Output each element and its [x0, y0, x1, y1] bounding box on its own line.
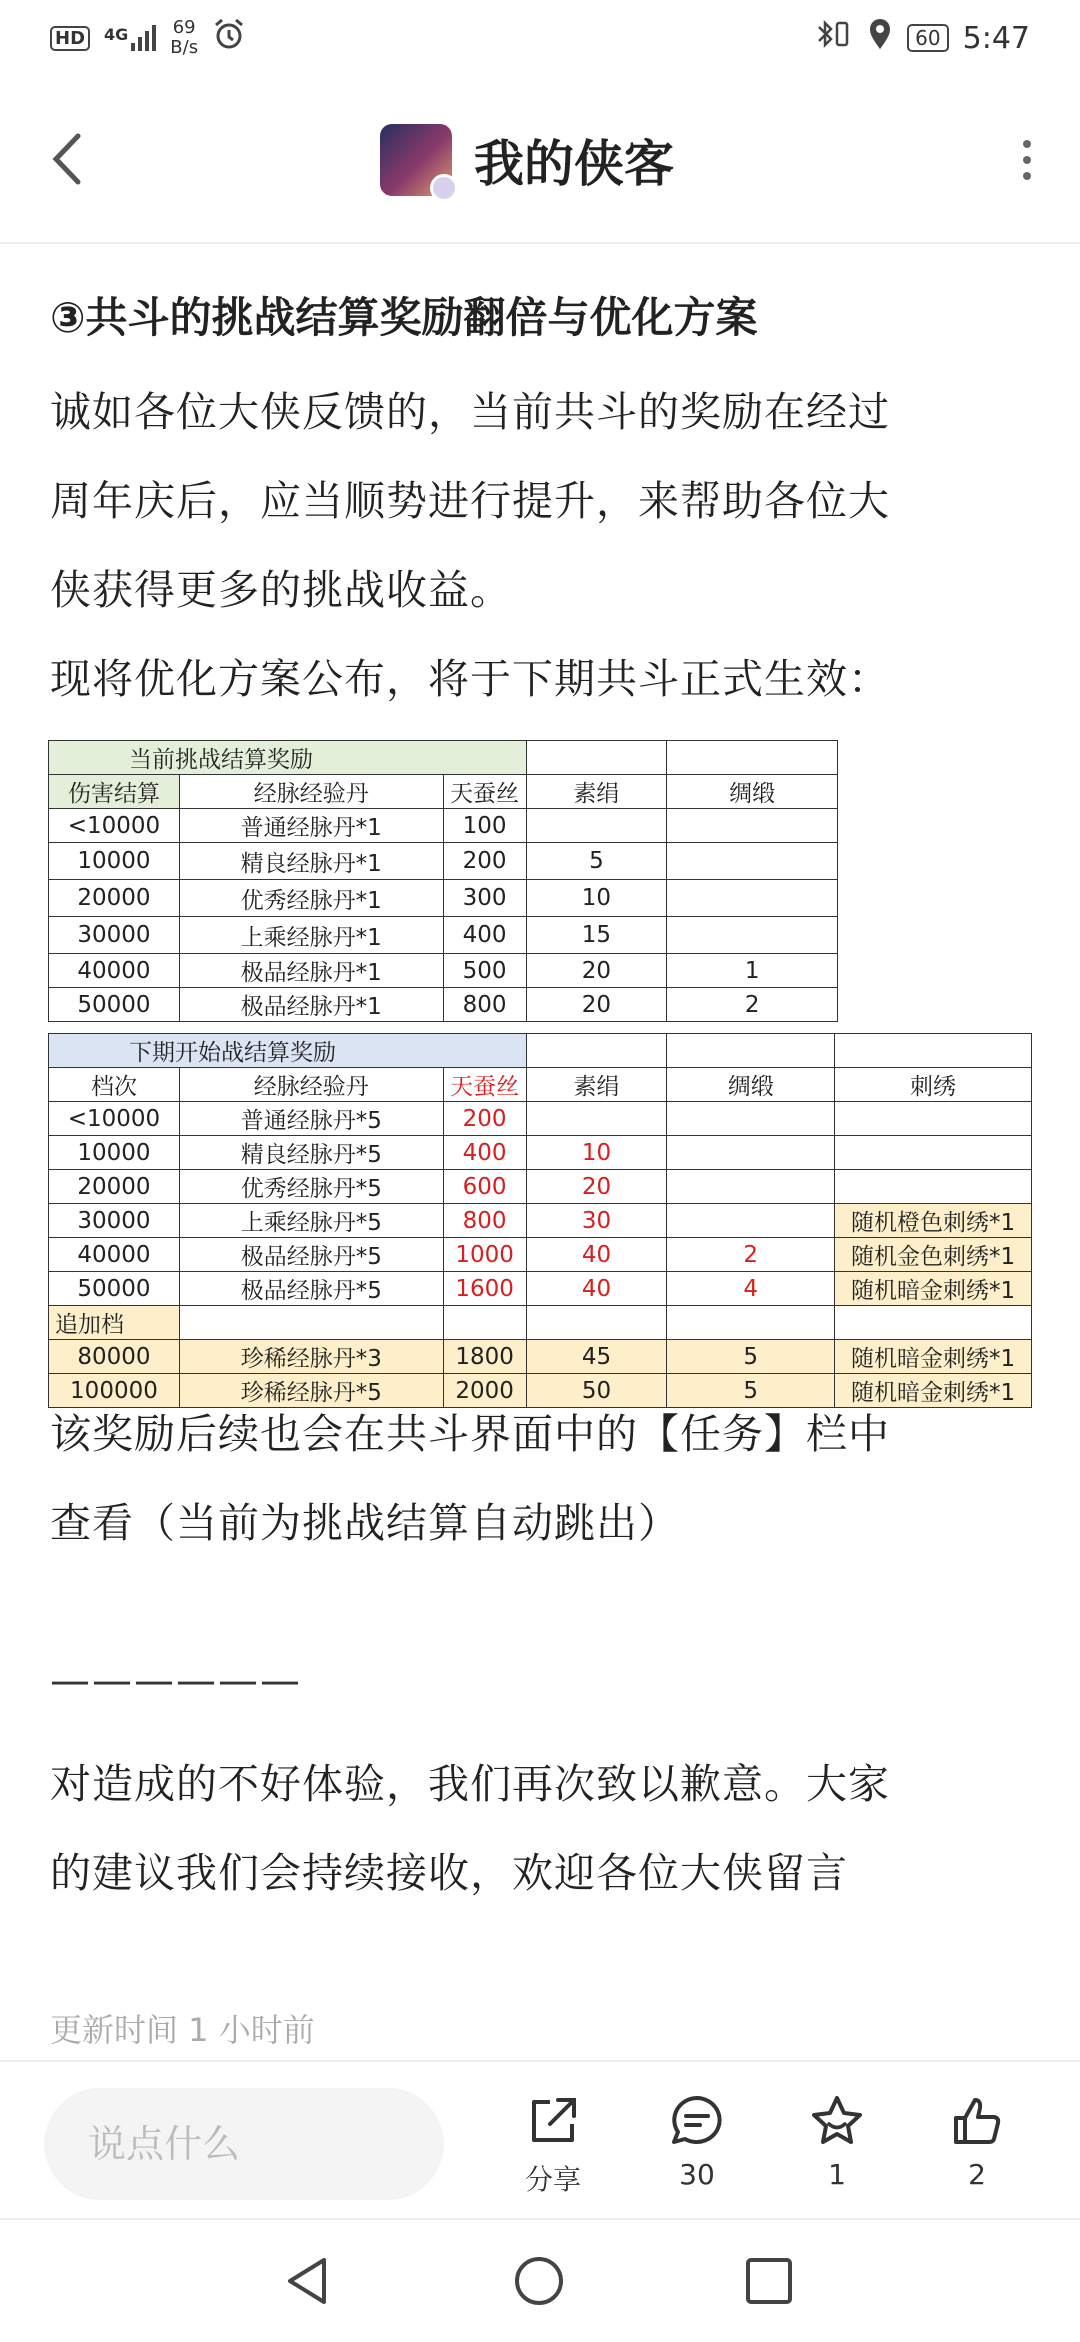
table-cell: 精良经脉丹*1 [179, 843, 443, 880]
table-cell: 400 [443, 1136, 526, 1170]
clock: 5:47 [962, 20, 1030, 56]
column-header: 档次 [49, 1068, 180, 1102]
table-cell: 20000 [49, 1170, 180, 1204]
table-cell: 100 [443, 809, 526, 843]
table-row [49, 843, 838, 880]
table-cell: 200 [443, 843, 526, 880]
table-cell: 800 [443, 988, 526, 1022]
table-cell: 上乘经脉丹*5 [179, 1204, 443, 1238]
table-cell: <10000 [49, 809, 180, 843]
table-header-row [49, 775, 838, 809]
favorite-button[interactable] [792, 2092, 882, 2191]
table-cell: 10 [526, 1136, 667, 1170]
table-cell: 优秀经脉丹*1 [179, 880, 443, 917]
paragraph-line: 周年庆后，应当顺势进行提升，来帮助各位大 [50, 477, 890, 525]
table-cell: 珍稀经脉丹*5 [179, 1374, 443, 1408]
table-cell: 50 [526, 1374, 667, 1408]
table-cell [835, 1306, 1032, 1340]
paragraph-line: 诚如各位大侠反馈的，当前共斗的奖励在经过 [50, 388, 890, 436]
table-cell: 随机暗金刺绣*1 [835, 1272, 1032, 1306]
back-button[interactable] [44, 130, 90, 188]
table-cell: 2000 [443, 1374, 526, 1408]
table-cell [526, 741, 667, 775]
column-header: 经脉经验丹 [179, 1068, 443, 1102]
table-cell: 50000 [49, 1272, 180, 1306]
table-caption: 下期开始战结算奖励 [49, 1034, 527, 1068]
page-title: 我的侠客 [474, 135, 674, 193]
table-cell: 100000 [49, 1374, 180, 1408]
table-cell: 300 [443, 880, 526, 917]
table-cell: 800 [443, 1204, 526, 1238]
column-header: 天蚕丝 [443, 775, 526, 809]
table-cell: 40 [526, 1238, 667, 1272]
table-cell: 2 [667, 1238, 835, 1272]
table-cell [667, 1102, 835, 1136]
table-cell [667, 843, 838, 880]
paragraph-line: 该奖励后续也会在共斗界面中的【任务】栏中 [50, 1410, 890, 1458]
table-cell: 1800 [443, 1340, 526, 1374]
table-cell: 随机金色刺绣*1 [835, 1238, 1032, 1272]
table-cell: 1 [667, 954, 838, 988]
table-caption: 当前挑战结算奖励 [49, 741, 527, 775]
table-cell [667, 741, 838, 775]
table-cell: 1600 [443, 1272, 526, 1306]
table-cell: <10000 [49, 1102, 180, 1136]
thumbs-up-icon [948, 2092, 1006, 2150]
article-body [50, 268, 1030, 724]
like-count: 2 [968, 2158, 986, 2191]
table-cell [667, 1034, 835, 1068]
like-button[interactable] [932, 2092, 1022, 2191]
table-row [49, 1102, 1032, 1136]
more-vertical-icon [1022, 138, 1032, 182]
status-bar [0, 0, 1080, 76]
column-header: 素绢 [526, 775, 667, 809]
star-icon [808, 2092, 866, 2150]
signal-icon: 4G [104, 25, 156, 51]
column-header: 绸缎 [667, 1068, 835, 1102]
table-row [49, 1340, 1032, 1374]
table-cell [835, 1136, 1032, 1170]
table-cell [835, 1102, 1032, 1136]
comment-count: 30 [679, 2158, 715, 2191]
table-cell: 优秀经脉丹*5 [179, 1170, 443, 1204]
table-cell: 2 [667, 988, 838, 1022]
table-row [49, 988, 838, 1022]
table-row [49, 1238, 1032, 1272]
app-avatar[interactable] [380, 124, 452, 196]
more-menu-button[interactable] [1022, 138, 1032, 182]
table-cell [443, 1306, 526, 1340]
paragraph-line: 侠获得更多的挑战收益。 [50, 566, 512, 614]
table-cell: 极品经脉丹*5 [179, 1272, 443, 1306]
current-rewards-table [48, 740, 838, 1022]
column-header: 刺绣 [835, 1068, 1032, 1102]
article-closing [50, 1740, 1030, 1918]
table-row [49, 1170, 1032, 1204]
text-divider: —————— [50, 1658, 302, 1704]
table-cell: 上乘经脉丹*1 [179, 917, 443, 954]
table-cell: 500 [443, 954, 526, 988]
table-cell [835, 1034, 1032, 1068]
table-cell: 15 [526, 917, 667, 954]
table-cell: 4 [667, 1272, 835, 1306]
paragraph-line: 现将优化方案公布，将于下期共斗正式生效： [50, 655, 890, 703]
next-rewards-table [48, 1033, 1032, 1408]
table-cell [667, 880, 838, 917]
table-cell: 40 [526, 1272, 667, 1306]
table-cell [526, 1034, 667, 1068]
table-cell: 30000 [49, 1204, 180, 1238]
alarm-icon [212, 17, 246, 59]
table-cell [667, 1136, 835, 1170]
share-button[interactable] [508, 2092, 598, 2198]
table-cell: 20 [526, 988, 667, 1022]
table-cell: 5 [526, 843, 667, 880]
table-row [49, 1272, 1032, 1306]
table-cell: 400 [443, 917, 526, 954]
table-cell: 600 [443, 1170, 526, 1204]
location-icon [867, 17, 893, 59]
table-cell [667, 809, 838, 843]
column-header: 素绢 [526, 1068, 667, 1102]
table-row [49, 917, 838, 954]
article-body-continued [50, 1390, 1030, 1568]
table-row [49, 880, 838, 917]
table-cell: 随机暗金刺绣*1 [835, 1340, 1032, 1374]
table-cell [667, 917, 838, 954]
nav-recents-icon[interactable] [742, 2254, 796, 2308]
table-cell: 普通经脉丹*1 [179, 809, 443, 843]
column-header: 天蚕丝 [443, 1068, 526, 1102]
table-cell: 极品经脉丹*1 [179, 988, 443, 1022]
table-cell: 40000 [49, 954, 180, 988]
paragraph-line: 对造成的不好体验，我们再次致以歉意。大家 [50, 1760, 890, 1808]
table-cell: 30 [526, 1204, 667, 1238]
update-time: 更新时间 1 小时前 [50, 2011, 315, 2049]
table-cell [526, 809, 667, 843]
table-cell: 随机暗金刺绣*1 [835, 1374, 1032, 1408]
nav-back-icon[interactable] [282, 2254, 332, 2308]
table-cell [526, 1102, 667, 1136]
table-cell [179, 1306, 443, 1340]
table-cell [667, 1170, 835, 1204]
table-cell: 20000 [49, 880, 180, 917]
table-row [49, 809, 838, 843]
table-cell: 200 [443, 1102, 526, 1136]
table-header-row [49, 1068, 1032, 1102]
table-row [49, 1136, 1032, 1170]
table-cell [667, 1204, 835, 1238]
share-label: 分享 [524, 2163, 581, 2196]
favorite-count: 1 [828, 2158, 846, 2191]
table-cell: 20 [526, 1170, 667, 1204]
column-header: 绸缎 [667, 775, 838, 809]
bottom-action-bar [0, 2060, 1080, 2218]
table-row [49, 1306, 1032, 1340]
table-cell: 50000 [49, 988, 180, 1022]
comments-button[interactable] [652, 2092, 742, 2191]
nav-home-icon[interactable] [512, 2254, 566, 2308]
table-cell: 10000 [49, 843, 180, 880]
column-header: 伤害结算 [49, 775, 180, 809]
table-cell [526, 1306, 667, 1340]
column-header: 经脉经验丹 [179, 775, 443, 809]
table-cell: 5 [667, 1340, 835, 1374]
table-cell: 1000 [443, 1238, 526, 1272]
hd-badge: HD [50, 26, 90, 51]
net-speed: 69 B/s [170, 17, 199, 58]
chevron-left-icon [44, 130, 90, 188]
table-cell: 40000 [49, 1238, 180, 1272]
comment-bubble-icon [668, 2092, 726, 2150]
table-cell: 追加档 [49, 1306, 180, 1340]
system-nav-bar [0, 2218, 1080, 2342]
table-cell [835, 1170, 1032, 1204]
table-cell: 10 [526, 880, 667, 917]
section-title: ③共斗的挑战结算奖励翻倍与优化方案 [50, 293, 758, 342]
table-cell: 极品经脉丹*5 [179, 1238, 443, 1272]
table-row [49, 954, 838, 988]
share-icon [524, 2092, 582, 2150]
table-cell: 30000 [49, 917, 180, 954]
table-cell: 精良经脉丹*5 [179, 1136, 443, 1170]
bluetooth-vibrate-icon [815, 17, 853, 59]
table-row [49, 1204, 1032, 1238]
table-cell: 极品经脉丹*1 [179, 954, 443, 988]
table-cell: 普通经脉丹*5 [179, 1102, 443, 1136]
table-cell [667, 1306, 835, 1340]
app-header [0, 76, 1080, 244]
paragraph-line: 查看（当前为挑战结算自动跳出） [50, 1499, 680, 1547]
table-cell: 45 [526, 1340, 667, 1374]
paragraph-line: 的建议我们会持续接收，欢迎各位大侠留言 [50, 1849, 848, 1897]
table-cell: 5 [667, 1374, 835, 1408]
table-cell: 10000 [49, 1136, 180, 1170]
header-title-group [380, 124, 674, 196]
table-cell: 珍稀经脉丹*3 [179, 1340, 443, 1374]
battery-indicator: 60 [907, 24, 948, 52]
comment-input[interactable]: 说点什么 [44, 2088, 444, 2200]
table-cell: 20 [526, 954, 667, 988]
table-cell: 随机橙色刺绣*1 [835, 1204, 1032, 1238]
table-cell: 80000 [49, 1340, 180, 1374]
